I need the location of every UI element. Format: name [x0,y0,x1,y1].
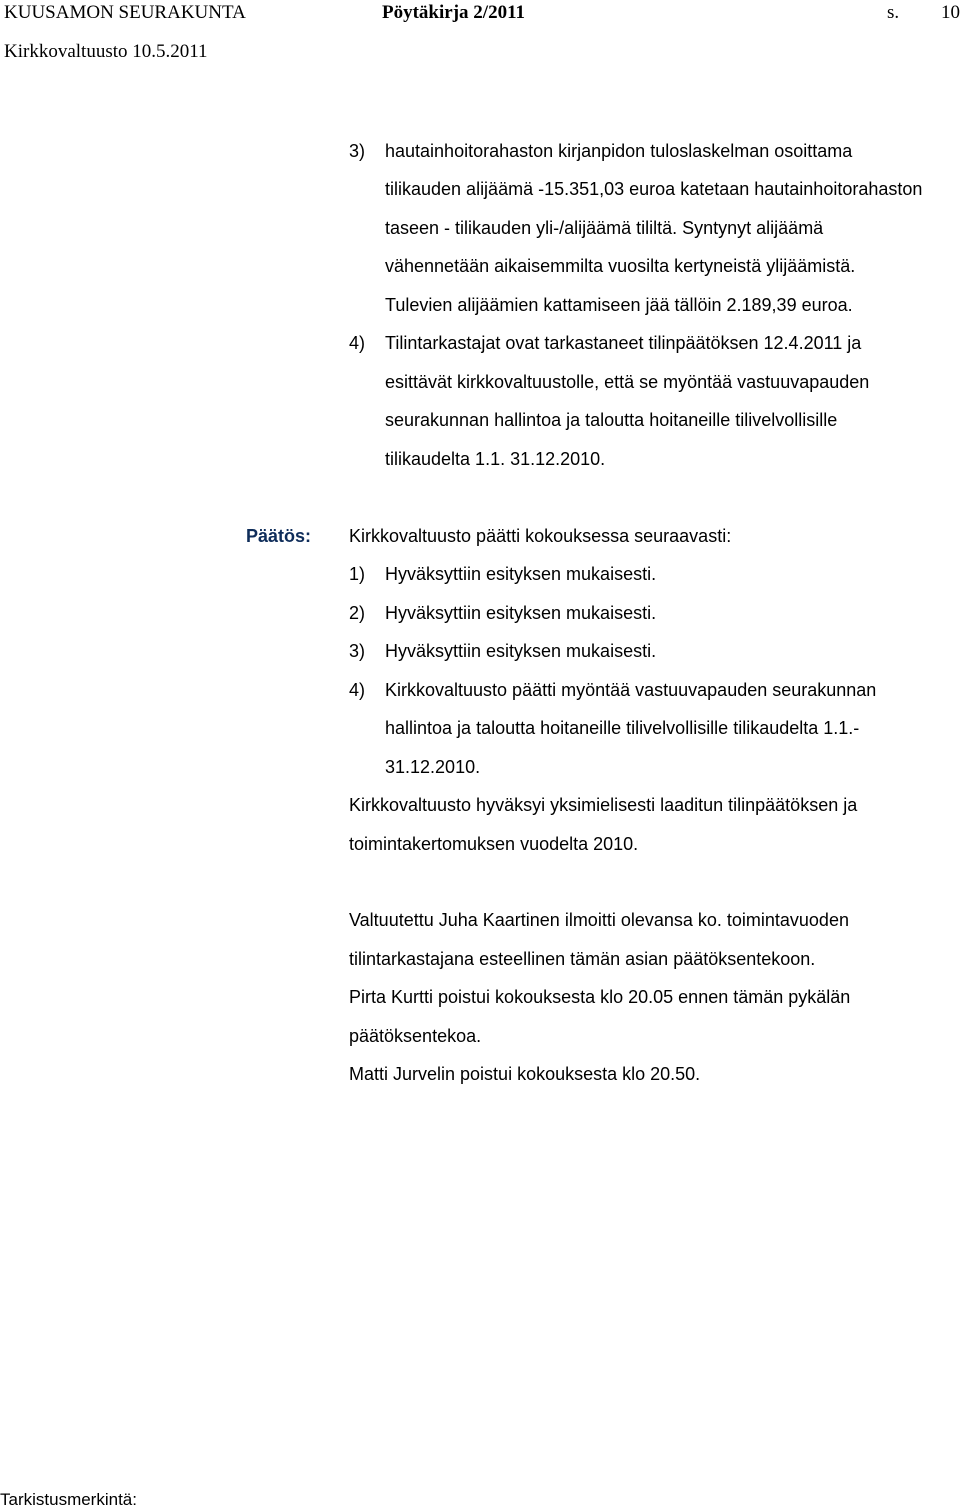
proposal-line: Tulevien alijäämien kattamiseen jää tällöin 2.189,39 euroa. [385,295,853,315]
page-number: 10 [941,2,960,23]
decision-label: Päätös: [246,526,312,546]
note-line: Valtuutettu Juha Kaartinen ilmoitti olevansa ko. toimintavuoden [349,910,849,930]
note-line: päätöksentekoa. [349,1026,482,1046]
proposal-line: esittävät kirkkovaltuustolle, että se myöntää vastuuvapauden [385,372,870,392]
decision-line: hallintoa ja taloutta hoitaneille tilivelvollisille tilikaudelta 1.1.- [385,718,860,738]
meeting-info: Kirkkovaltuusto 10.5.2011 [4,41,208,62]
decision-item-number: 4) [349,680,366,700]
proposal-line: tilikauden alijäämä -15.351,03 euroa katetaan hautainhoitorahaston [385,179,923,199]
organization-name: KUUSAMON SEURAKUNTA [4,2,246,23]
decision-line: Hyväksyttiin esityksen mukaisesti. [385,641,657,661]
proposal-line: vähennetään aikaisemmilta vuosilta kertyneistä ylijäämistä. [385,256,856,276]
proposal-line: tilikaudelta 1.1. 31.12.2010. [385,449,606,469]
decision-line: Hyväksyttiin esityksen mukaisesti. [385,603,657,623]
note-line: Pirta Kurtti poistui kokouksesta klo 20.05 ennen tämän pykälän [349,987,851,1007]
decision-item-number: 2) [349,603,366,623]
document-title: Pöytäkirja 2/2011 [382,2,526,23]
note-line: tilintarkastajana esteellinen tämän asian päätöksentekoon. [349,949,816,969]
proposal-line: taseen - tilikauden yli-/alijäämä tililtä. Syntynyt alijäämä [385,218,824,238]
page-label: s. [887,2,900,23]
proposal-line: Tilintarkastajat ovat tarkastaneet tilinpäätöksen 12.4.2011 ja [385,333,862,353]
approval-line: Kirkkovaltuusto hyväksyi yksimielisesti laaditun tilinpäätöksen ja [349,795,858,815]
proposal-line: seurakunnan hallintoa ja taloutta hoitaneille tilivelvollisille [385,410,838,430]
decision-line: Kirkkovaltuusto päätti myöntää vastuuvapauden seurakunnan [385,680,877,700]
approval-line: toimintakertomuksen vuodelta 2010. [349,834,639,854]
review-mark-label: Tarkistusmerkintä: [0,1490,137,1509]
decision-line: Hyväksyttiin esityksen mukaisesti. [385,564,657,584]
proposal-line: hautainhoitorahaston kirjanpidon tuloslaskelman osoittama [385,141,853,161]
decision-item-number: 3) [349,641,366,661]
proposal-item-number: 4) [349,333,366,353]
proposal-item-number: 3) [349,141,366,161]
note-line: Matti Jurvelin poistui kokouksesta klo 20.50. [349,1064,701,1084]
decision-line: 31.12.2010. [385,757,481,777]
decision-item-number: 1) [349,564,366,584]
decision-intro: Kirkkovaltuusto päätti kokouksessa seuraavasti: [349,526,732,546]
